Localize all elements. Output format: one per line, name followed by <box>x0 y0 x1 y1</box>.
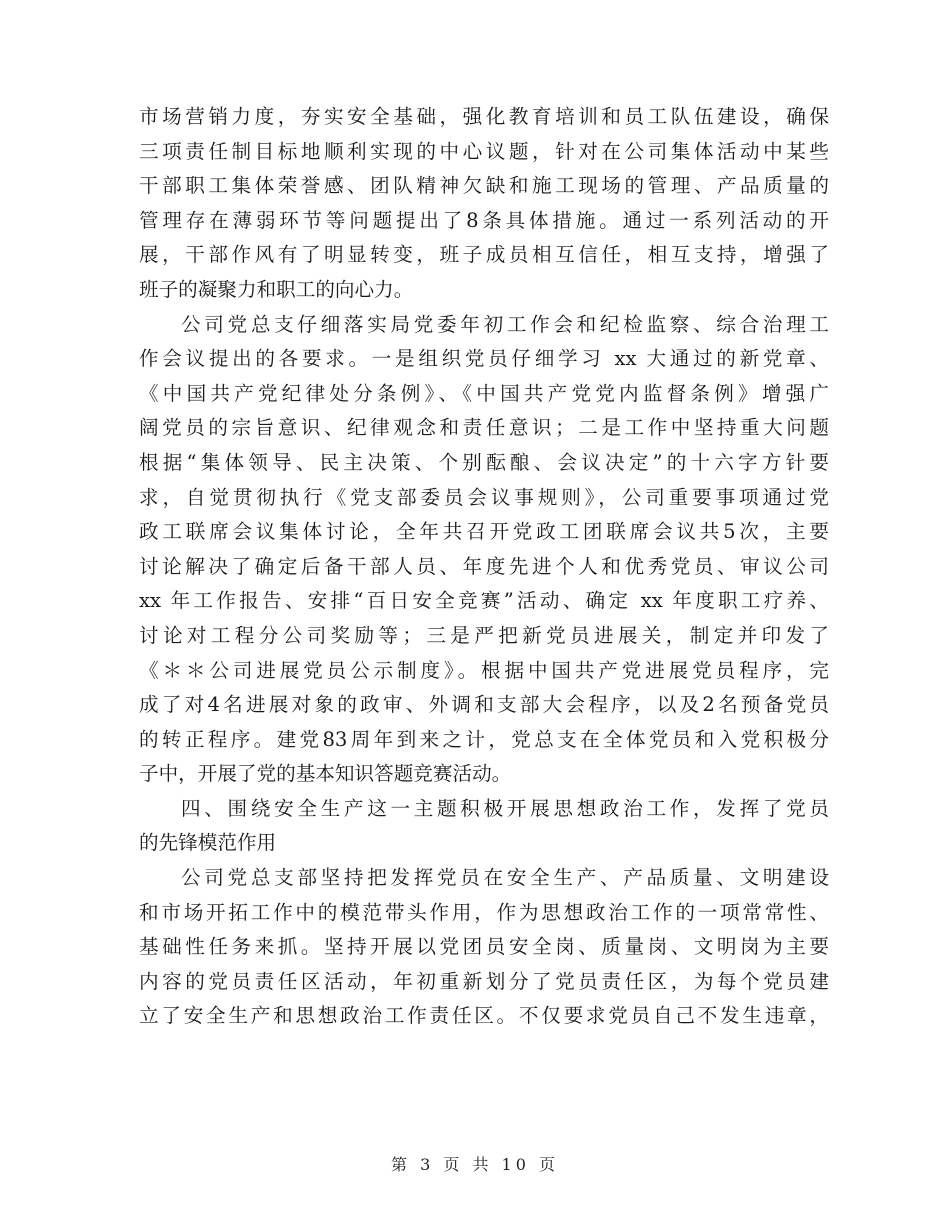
text-line: 管理存在薄弱环节等问题提出了8条具体措施。通过一系列活动的开 <box>139 208 829 232</box>
text-line: 《中国共产党纪律处分条例》、《中国共产党党内监督条例》增强广 <box>139 381 829 405</box>
page-footer: 第 3 页 共 10 页 <box>391 1155 559 1174</box>
text-line: 公司党总支仔细落实局党委年初工作会和纪检监察、综合治理工 <box>181 312 829 336</box>
text-line: 成了对4名进展对象的政审、外调和支部大会程序，以及2名预备党员 <box>139 693 829 717</box>
text-line: 市场营销力度，夯实安全基础，强化教育培训和员工队伍建设，确保 <box>139 105 829 128</box>
text-line: 的转正程序。建党83周年到来之计，党总支在全体党员和入党积极分 <box>139 727 829 751</box>
text-line: 政工联席会议集体讨论，全年共召开党政工团联席会议共5次，主要 <box>139 520 829 544</box>
text-line: 阔党员的宗旨意识、纪律观念和责任意识；二是工作中坚持重大问题 <box>139 416 829 440</box>
text-line: 干部职工集体荣誉感、团队精神欠缺和施工现场的管理、产品质量的 <box>139 174 829 198</box>
text-line: 立了安全生产和思想政治工作责任区。不仅要求党员自己不发生违章， <box>139 1004 829 1028</box>
text-line: 求，自觉贯彻执行《党支部委员会议事规则》，公司重要事项通过党 <box>139 485 829 509</box>
text-line: 基础性任务来抓。坚持开展以党团员安全岗、质量岗、文明岗为主要 <box>139 935 829 959</box>
text-line: 三项责任制目标地顺利实现的中心议题，针对在公司集体活动中某些 <box>139 139 829 163</box>
text-line: 展，干部作风有了明显转变，班子成员相互信任，相互支持，增强了 <box>139 243 829 267</box>
text-line: 班子的凝聚力和职工的向心力。 <box>139 277 414 301</box>
text-line: 《＊＊公司进展党员公示制度》。根据中国共产党进展党员程序，完 <box>139 658 829 682</box>
text-line: 的先锋模范作用 <box>139 831 277 855</box>
text-line: 子中，开展了党的基本知识答题竞赛活动。 <box>139 762 512 786</box>
text-line: 根据“集体领导、民主决策、个别酝酿、会议决定”的十六字方针要 <box>139 450 829 474</box>
text-line: 公司党总支部坚持把发挥党员在安全生产、产品质量、文明建设 <box>181 866 829 890</box>
text-line: 讨论解决了确定后备干部人员、年度先进个人和优秀党员、审议公司 <box>139 554 829 578</box>
document-body <box>139 100 829 1034</box>
text-line: 内容的党员责任区活动，年初重新划分了党员责任区，为每个党员建 <box>139 969 829 993</box>
text-line: 和市场开拓工作中的模范带头作用，作为思想政治工作的一项常常性、 <box>139 900 829 924</box>
text-line: xx 年工作报告、安排“百日安全竞赛”活动、确定 xx 年度职工疗养、 <box>139 589 829 613</box>
text-line: 讨论对工程分公司奖励等；三是严把新党员进展关，制定并印发了 <box>139 623 829 647</box>
text-line: 四、围绕安全生产这一主题积极开展思想政治工作，发挥了党员 <box>181 796 829 820</box>
text-line: 作会议提出的各要求。一是组织党员仔细学习 xx 大通过的新党章、 <box>139 347 829 371</box>
